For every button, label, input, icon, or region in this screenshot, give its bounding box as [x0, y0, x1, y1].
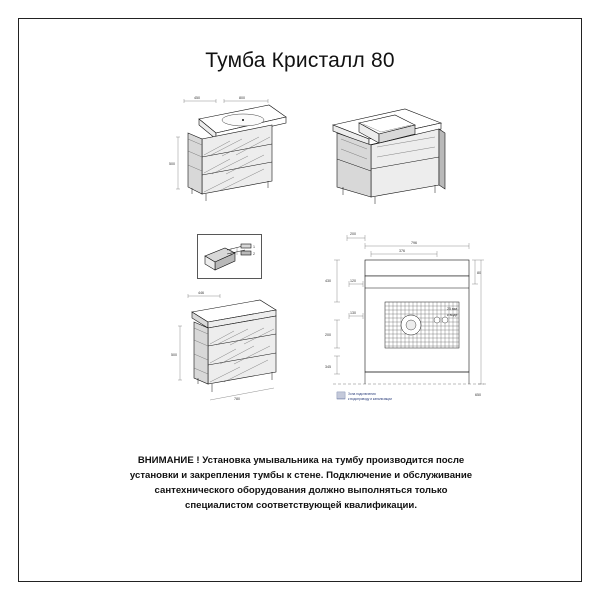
warning-line-1: ВНИМАНИЕ ! Установка умывальника на тумбу производится после: [137, 455, 465, 466]
page-title: Тумба Кристалл 80: [205, 49, 395, 72]
svg-text:130: 130: [350, 311, 356, 315]
svg-text:800: 800: [239, 96, 245, 100]
svg-text:200: 200: [325, 333, 331, 337]
svg-text:200: 200: [350, 232, 356, 236]
svg-text:500: 500: [171, 353, 177, 357]
warning-note: [59, 454, 543, 513]
view-top-right: [319, 89, 454, 229]
svg-text:к воде: к воде: [447, 313, 458, 317]
svg-text:к водопроводу и канализации: к водопроводу и канализации: [348, 397, 392, 401]
svg-text:796: 796: [411, 241, 417, 245]
drawing-sheet: [18, 18, 582, 582]
svg-text:120: 120: [350, 279, 356, 283]
svg-text:500: 500: [169, 162, 175, 166]
view-bottom-left: [164, 284, 304, 414]
svg-text:345: 345: [325, 365, 331, 369]
svg-text:430: 430: [325, 279, 331, 283]
svg-text:2: 2: [253, 252, 255, 256]
svg-text:80: 80: [477, 271, 481, 275]
view-detail-node: [197, 234, 262, 279]
svg-text:Зона подключения: Зона подключения: [348, 392, 376, 396]
svg-text:25 мм: 25 мм: [447, 307, 457, 311]
svg-text:1: 1: [253, 245, 255, 249]
svg-text:450: 450: [194, 96, 200, 100]
warning-line-3: сантехнического оборудования должно выполняться только: [154, 484, 448, 496]
warning-line-4: специалистом соответствующей квалификации.: [185, 499, 417, 511]
svg-text:650: 650: [475, 393, 481, 397]
svg-text:376: 376: [399, 249, 405, 253]
warning-line-2: установки и закрепления тумбы к стене. Подключение и обслуживание: [129, 469, 473, 481]
view-top-left: [164, 89, 304, 219]
view-bottom-right: [319, 224, 489, 414]
svg-text:446: 446: [198, 291, 204, 295]
svg-text:780: 780: [234, 397, 240, 401]
